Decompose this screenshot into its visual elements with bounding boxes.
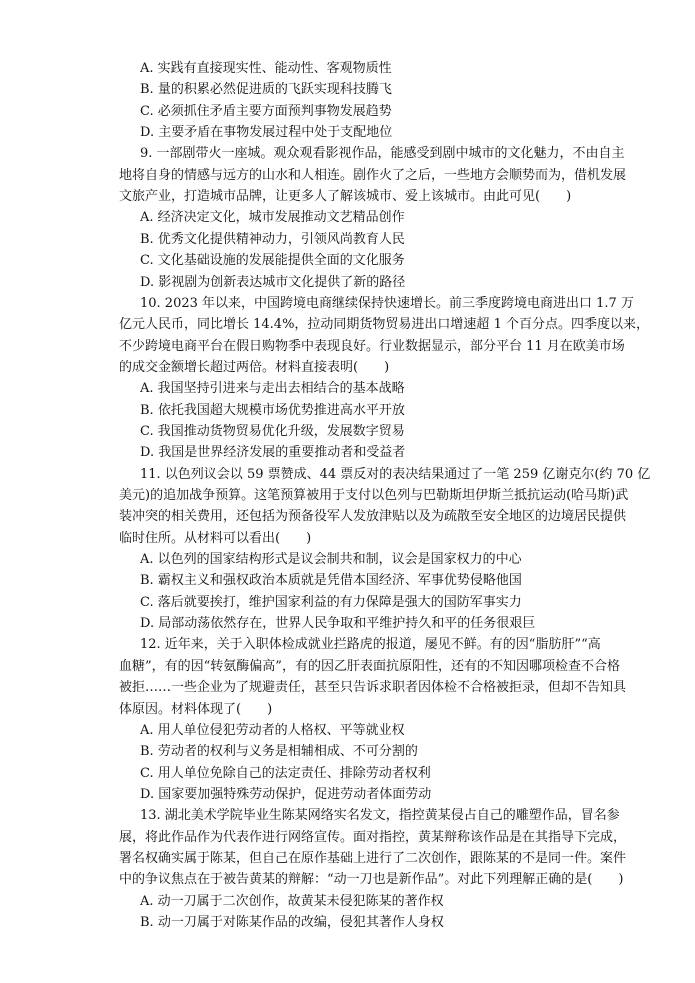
answer-option: B. 优秀文化提供精神动力，引领风尚教育人民 — [140, 231, 405, 247]
answer-option: A. 我国坚持引进来与走出去相结合的基本战略 — [140, 381, 405, 397]
question-text-line: 装冲突的相关费用，还包括为预备役军人发放津贴以及为疏散至安全地区的边境居民提供 — [119, 509, 627, 525]
answer-option: D. 我国是世界经济发展的重要推动者和受益者 — [140, 445, 406, 461]
question-text-line: 展，将此作品作为代表作进行网络宣传。面对指控，黄某辩称该作品是在其指导下完成， — [119, 829, 627, 845]
answer-option: C. 用人单位免除自己的法定责任、排除劳动者权利 — [140, 765, 431, 781]
question-text-line: 地将自身的情感与远方的山水和人相连。剧作火了之后，一些地方会顺势而为，借机发展 — [119, 167, 627, 183]
answer-option: B. 依托我国超大规模市场优势推进高水平开放 — [140, 402, 405, 418]
question-text-line: 9. 一部剧带火一座城。观众观看影视作品，能感受到剧中城市的文化魅力，不由自主 — [140, 146, 625, 162]
answer-option: A. 用人单位侵犯劳动者的人格权、平等就业权 — [140, 722, 405, 738]
answer-option: D. 局部动荡依然存在，世界人民争取和平维护持久和平的任务很艰巨 — [140, 616, 536, 632]
answer-option: A. 以色列的国家结构形式是议会制共和制，议会是国家权力的中心 — [140, 552, 522, 568]
answer-option: B. 劳动者的权利与义务是相辅相成、不可分割的 — [140, 744, 418, 760]
question-text-line: 临时住所。从材料可以看出( ) — [119, 530, 312, 546]
answer-option: C. 必须抓住矛盾主要方面预判事物发展趋势 — [140, 103, 392, 119]
answer-option: B. 量的积累必然促进质的飞跃实现科技腾飞 — [140, 82, 392, 98]
answer-option: A. 实践有直接现实性、能动性、客观物质性 — [140, 61, 392, 76]
answer-option: C. 我国推动货物贸易优化升级，发展数字贸易 — [140, 423, 405, 439]
answer-option: A. 动一刀属于二次创作，故黄某未侵犯陈某的著作权 — [140, 893, 444, 909]
answer-option: C. 文化基础设施的发展能提供全面的文化服务 — [140, 253, 405, 269]
question-text-line: 体原因。材料体现了( ) — [119, 701, 273, 717]
answer-option: B. 霸权主义和强权政治本质就是凭借本国经济、军事优势侵略他国 — [140, 573, 522, 589]
question-text-line: 美元)的追加战争预算。这笔预算被用于支付以色列与巴勒斯坦伊斯兰抵抗运动(哈马斯)武 — [119, 488, 629, 503]
question-text-line: 亿元人民币，同比增长 14.4%，拉动同期货物贸易进出口增速超 1 个百分点。四季度以来， — [119, 317, 649, 333]
question-text-line: 11. 以色列议会以 59 票赞成、44 票反对的表决结果通过了一笔 259 亿谢克尔(约 70 亿 — [140, 466, 651, 482]
question-text-line: 被拒……一些企业为了规避责任，甚至只告诉求职者因体检不合格被拒录，但却不告知具 — [119, 680, 627, 696]
question-text-line: 12. 近年来，关于入职体检成就业拦路虎的报道，屡见不鲜。有的因“脂肪肝”“高 — [140, 637, 601, 653]
question-text-line: 的成交金额增长超过两倍。材料直接表明( ) — [119, 359, 390, 375]
answer-option: D. 国家要加强特殊劳动保护，促进劳动者体面劳动 — [140, 786, 432, 802]
question-text-line: 10. 2023 年以来，中国跨境电商继续保持快速增长。前三季度跨境电商进出口 1.7 万 — [140, 295, 634, 311]
question-text-line: 署名权确实属于陈某，但自己在原作基础上进行了二次创作，跟陈某的不是同一件。案件 — [119, 850, 627, 866]
answer-option: D. 影视剧为创新表达城市文化提供了新的路径 — [140, 274, 406, 290]
question-text-line: 中的争议焦点在于被告黄某的辩解：“动一刀也是新作品”。对此下列理解正确的是( ) — [119, 872, 624, 888]
answer-option: B. 动一刀属于对陈某作品的改编，侵犯其著作人身权 — [140, 915, 444, 930]
question-text-line: 不少跨境电商平台在假日购物季中表现良好。行业数据显示，部分平台 11 月在欧美市场 — [119, 338, 625, 354]
question-text-line: 13. 湖北美术学院毕业生陈某网络实名发文，指控黄某侵占自己的雕塑作品，冒名参 — [140, 808, 620, 824]
answer-option: D. 主要矛盾在事物发展过程中处于支配地位 — [140, 125, 393, 141]
answer-option: A. 经济决定文化，城市发展推动文艺精品创作 — [140, 210, 405, 226]
question-text-line: 文旅产业，打造城市品牌，让更多人了解该城市、爱上该城市。由此可见( ) — [119, 189, 572, 205]
answer-option: C. 落后就要挨打，维护国家利益的有力保障是强大的国防军事实力 — [140, 594, 522, 610]
question-text-line: 血糖”，有的因“转氨酶偏高”，有的因乙肝表面抗原阳性，还有的不知因哪项检查不合格 — [119, 658, 620, 674]
